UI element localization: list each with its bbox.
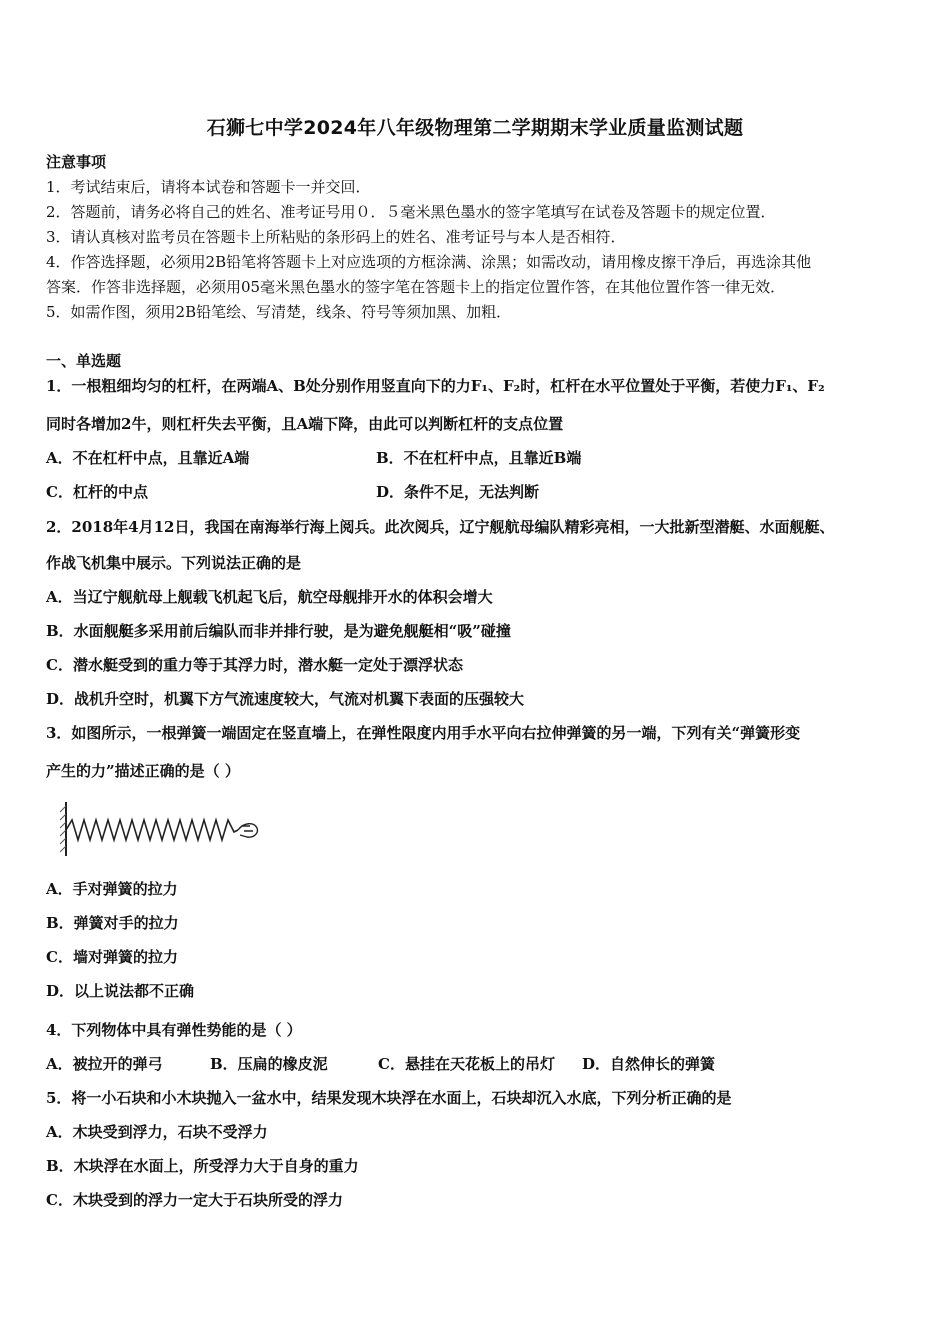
notice-item: 3．请认真核对监考员在答题卡上所粘贴的条形码上的姓名、准考证号与本人是否相符． <box>46 228 626 246</box>
question-5-stem: 5．将一小石块和小木块抛入一盆水中，结果发现木块浮在水面上，石块却沉入水底，下列分析正确的是 <box>46 1089 732 1107</box>
spring-figure <box>60 800 265 860</box>
q1-option-b: B．不在杠杆中点，且靠近B端 <box>376 449 582 467</box>
notice-item: 1．考试结束后，请将本试卷和答题卡一并交回． <box>46 178 371 196</box>
notice-item: 2．答题前，请务必将自己的姓名、准考证号用０．５毫米黑色墨水的签字笔填写在试卷及答题卡的规定位置． <box>46 203 776 221</box>
question-3-stem-cont: 产生的力”描述正确的是（ ） <box>46 762 240 780</box>
notice-item: 4．作答选择题，必须用2B铅笔将答题卡上对应选项的方框涂满、涂黑；如需改动，请用橡皮擦干净后，再选涂其他 <box>46 253 812 271</box>
q3-option-d: D．以上说法都不正确 <box>46 982 195 1000</box>
page-title: 石狮七中学2024年八年级物理第二学期期末学业质量监测试题 <box>206 117 744 139</box>
q5-option-c: C．木块受到的浮力一定大于石块所受的浮力 <box>46 1191 343 1209</box>
hand-icon <box>238 824 257 837</box>
q4-option-b: B．压扁的橡皮泥 <box>210 1055 328 1073</box>
q2-option-b: B．水面舰艇多采用前后编队而非并排行驶，是为避免舰艇相“吸”碰撞 <box>46 622 511 640</box>
q1-option-c: C．杠杆的中点 <box>46 483 148 501</box>
notice-item: 答案．作答非选择题，必须用05毫米黑色墨水的签字笔在答题卡上的指定位置作答，在其他位置作答一律无效． <box>46 278 786 296</box>
q4-option-d: D．自然伸长的弹簧 <box>582 1055 716 1073</box>
notice-heading: 注意事项 <box>46 153 107 171</box>
q2-option-a: A．当辽宁舰航母上舰载飞机起飞后，航空母舰排开水的体积会增大 <box>46 588 493 606</box>
section-heading: 一、单选题 <box>46 352 122 370</box>
q1-option-d: D．条件不足，无法判断 <box>376 483 540 501</box>
q2-option-c: C．潜水艇受到的重力等于其浮力时，潜水艇一定处于漂浮状态 <box>46 656 463 674</box>
question-2-stem-cont: 作战飞机集中展示。下列说法正确的是 <box>46 554 302 572</box>
q1-option-a: A．不在杠杆中点，且靠近A端 <box>46 449 250 467</box>
notice-item: 5．如需作图，须用2B铅笔绘、写清楚，线条、符号等须加黑、加粗． <box>46 303 512 321</box>
q5-option-a: A．木块受到浮力，石块不受浮力 <box>46 1123 268 1141</box>
q5-option-b: B．木块浮在水面上，所受浮力大于自身的重力 <box>46 1157 359 1175</box>
spring-coil <box>66 820 238 840</box>
q4-option-a: A．被拉开的弹弓 <box>46 1055 163 1073</box>
q3-option-a: A．手对弹簧的拉力 <box>46 880 178 898</box>
question-1-stem-cont: 同时各增加2牛，则杠杆失去平衡，且A端下降，由此可以判断杠杆的支点位置 <box>46 415 564 433</box>
q3-option-c: C．墙对弹簧的拉力 <box>46 948 178 966</box>
question-2-stem: 2．2018年4月12日，我国在南海举行海上阅兵。此次阅兵，辽宁舰航母编队精彩亮相，一大批新型潜艇、水面舰艇、 <box>46 518 835 536</box>
q2-option-d: D．战机升空时，机翼下方气流速度较大，气流对机翼下表面的压强较大 <box>46 690 525 708</box>
q3-option-b: B．弹簧对手的拉力 <box>46 914 179 932</box>
question-4-stem: 4．下列物体中具有弹性势能的是（ ） <box>46 1021 302 1039</box>
question-1-stem: 1．一根粗细均匀的杠杆，在两端A、B处分别作用竖直向下的力F₁、F₂时，杠杆在水平位置处于平衡，若使力F₁、F₂ <box>46 377 825 395</box>
question-3-stem: 3．如图所示，一根弹簧一端固定在竖直墙上，在弹性限度内用手水平向右拉伸弹簧的另一端，下列有关“弹簧形变 <box>46 724 801 742</box>
q4-option-c: C．悬挂在天花板上的吊灯 <box>378 1055 555 1073</box>
